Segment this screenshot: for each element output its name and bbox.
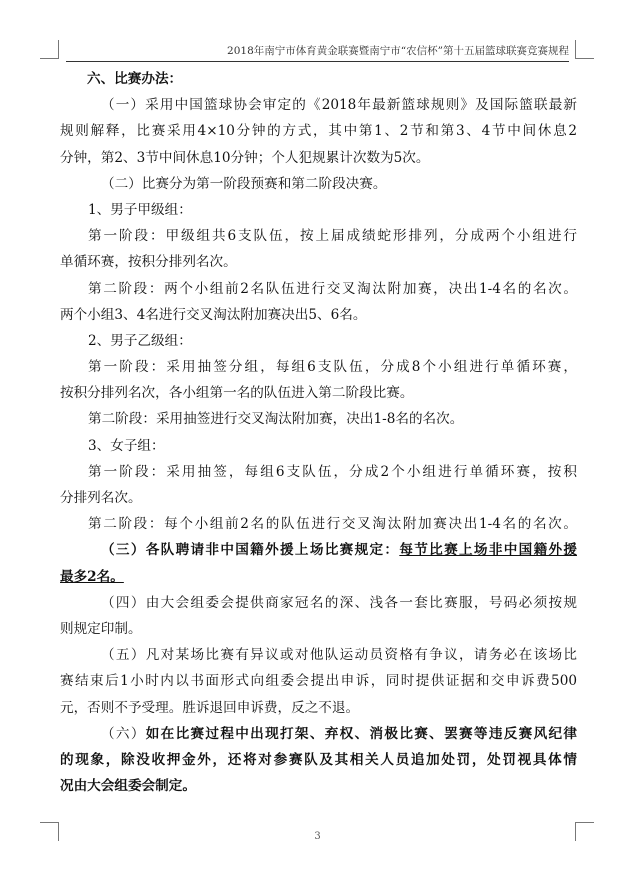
- paragraph-line: 分排列名次。: [60, 490, 142, 506]
- rule-three-label: （三）各队聘请非中国籍外援上场比赛规定：: [101, 542, 400, 559]
- paragraph-line: 分钟，第2、3节中间休息10分钟；个人犯规累计次数为5次。: [60, 149, 430, 166]
- rule-six-text: 如在比赛过程中出现打架、弃权、消极比赛、罢赛等违反赛风纪律: [145, 725, 577, 742]
- page-body: [60, 66, 577, 799]
- page-header: 2018年南宁市体育黄金联赛暨南宁市“农信杯”第十五届篮球联赛竞赛规程: [66, 43, 569, 62]
- rule-six-label: （六）: [101, 725, 146, 742]
- paragraph-line: （四）由大会组委会提供商家冠名的深、浅各一套比赛服，号码必须按规: [101, 594, 577, 611]
- paragraph-line: 赛结束后1小时内以书面形式向组委会提出申诉，同时提供证据和交申诉费500: [60, 673, 577, 690]
- crop-mark-top-left: [40, 40, 59, 59]
- paragraph-line: （二）比赛分为第一阶段预赛和第二阶段决赛。: [101, 175, 387, 192]
- page-number: 3: [314, 831, 321, 842]
- rule-three-continuation: [60, 564, 577, 590]
- section-heading: 六、比赛办法：: [87, 71, 183, 87]
- paragraph-line: 况由大会组委会制定。: [60, 778, 196, 795]
- paragraph-line: 两个小组3、4名进行交叉淘汰附加赛决出5、6名。: [60, 306, 367, 323]
- subheading: 2、男子乙级组：: [88, 332, 192, 349]
- paragraph-line: 第一阶段：采用抽签，每组6支队伍，分成2个小组进行单循环赛，按积: [88, 463, 577, 480]
- rule-three-line: [87, 537, 577, 563]
- paragraph-line: （一）采用中国篮球协会审定的《2018年最新篮球规则》及国际篮联最新: [101, 97, 577, 114]
- paragraph-line: 元，否则不予受理。胜诉退回申诉费，反之不退。: [60, 699, 360, 716]
- paragraph-line: 单循环赛，按积分排列名次。: [60, 254, 237, 271]
- paragraph-line: 第一阶段：采用抽签分组，每组6支队伍，分成8个小组进行单循环赛，: [88, 359, 577, 376]
- paragraph-line: 按积分排列名次，各小组第一名的队伍进入第二阶段比赛。: [60, 385, 414, 402]
- paragraph-line: 第二阶段：每个小组前2名的队伍进行交叉淘汰附加赛决出1-4名的名次。: [88, 516, 577, 533]
- paragraph-line: 第二阶段：两个小组前2名队伍进行交叉淘汰附加赛，决出1-4名的名次。: [88, 280, 577, 297]
- rule-six-line: [87, 721, 577, 747]
- crop-mark-top-right: [575, 40, 594, 59]
- paragraph-line: 第一阶段：甲级组共6支队伍，按上届成绩蛇形排列，分成两个小组进行: [88, 228, 577, 245]
- subheading: 3、女子组：: [88, 437, 165, 454]
- paragraph-line: （五）凡对某场比赛有异议或对他队运动员资格有争议，请务必在该场比: [101, 647, 577, 664]
- paragraph-line: 第二阶段：采用抽签进行交叉淘汰附加赛，决出1-8名的名次。: [88, 411, 464, 428]
- foreign-player-limit: 每节比赛上场非中国籍外援: [399, 542, 577, 559]
- subheading: 1、男子甲级组：: [88, 201, 192, 218]
- paragraph-line: 的现象，除没收押金外，还将对参赛队及其相关人员追加处罚，处罚视具体情: [60, 751, 577, 768]
- paragraph-line: 规则解释，比赛采用4×10分钟的方式，其中第1、2节和第3、4节中间休息2: [60, 123, 577, 140]
- foreign-player-limit-end: 最多2名。: [60, 568, 124, 585]
- paragraph-line: 则规定印制。: [60, 620, 142, 637]
